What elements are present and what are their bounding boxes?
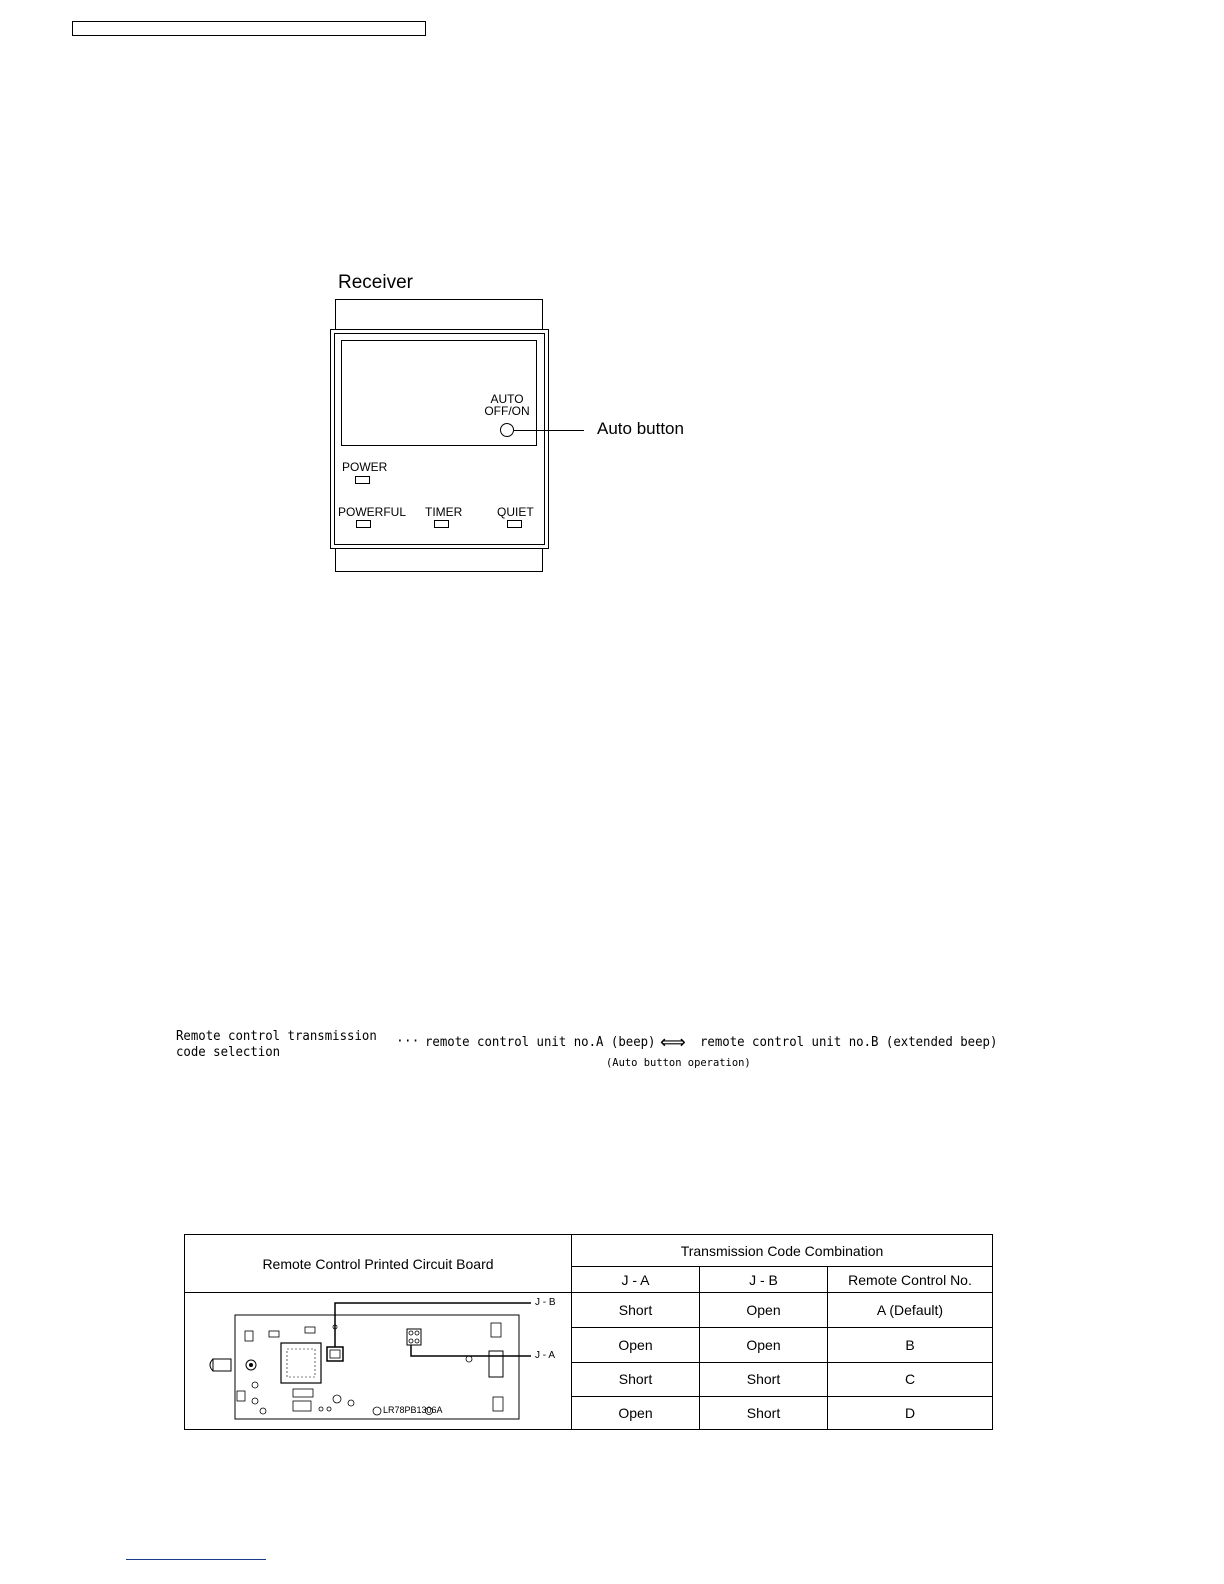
row-b-ja: Open (572, 1328, 700, 1362)
powerful-led (356, 520, 371, 528)
timer-label: TIMER (425, 505, 463, 519)
transmission-note: (Auto button operation) (606, 1056, 751, 1069)
pcb-board-marking: LR78PB1306A (383, 1405, 443, 1415)
transmission-label-line1: Remote control transmission (176, 1029, 377, 1044)
auto-button-label (470, 393, 544, 417)
auto-callout-line (514, 430, 584, 431)
col-header-jb: J - B (700, 1267, 828, 1293)
receiver-bottom-housing (335, 548, 543, 572)
double-arrow-icon: ⟺ (660, 1032, 686, 1052)
transmission-label (176, 1029, 377, 1061)
row-d-remote-no: D (828, 1396, 993, 1429)
row-b-remote-no: B (828, 1328, 993, 1362)
page-header-box (72, 21, 426, 36)
auto-label-line2: OFF/ON (484, 404, 530, 418)
quiet-label: QUIET (497, 505, 534, 519)
power-led (355, 476, 370, 484)
row-c-jb: Short (700, 1362, 828, 1396)
pcb-drawing (185, 1293, 569, 1429)
row-a-ja: Short (572, 1293, 700, 1328)
pcb-label-jb: J - B (535, 1297, 556, 1308)
auto-label-line1: AUTO (490, 392, 524, 406)
power-label: POWER (342, 460, 388, 474)
row-a-jb: Open (700, 1293, 828, 1328)
powerful-label: POWERFUL (338, 505, 407, 519)
col-header-ja: J - A (572, 1267, 700, 1293)
quiet-led (507, 520, 522, 528)
transmission-label-line2: code selection (176, 1045, 281, 1060)
pcb-image-cell (185, 1293, 572, 1430)
row-c-remote-no: C (828, 1362, 993, 1396)
footer-link-line (126, 1559, 266, 1560)
receiver-top-housing (335, 299, 543, 330)
timer-led (434, 520, 449, 528)
receiver-title: Receiver (338, 272, 413, 293)
row-d-ja: Open (572, 1396, 700, 1429)
row-d-jb: Short (700, 1396, 828, 1429)
combo-header: Transmission Code Combination (572, 1235, 993, 1267)
transmission-unit-b: remote control unit no.B (extended beep) (700, 1035, 998, 1050)
pcb-diagram (185, 1293, 569, 1429)
pcb-header: Remote Control Printed Circuit Board (185, 1235, 572, 1293)
row-c-ja: Short (572, 1362, 700, 1396)
auto-button[interactable] (500, 423, 514, 437)
pcb-label-ja: J - A (535, 1350, 556, 1361)
transmission-unit-a: remote control unit no.A (beep) (425, 1035, 656, 1050)
row-a-remote-no: A (Default) (828, 1293, 993, 1328)
col-header-remote-no: Remote Control No. (828, 1267, 993, 1293)
row-b-jb: Open (700, 1328, 828, 1362)
transmission-code-table (184, 1234, 993, 1430)
auto-button-callout: Auto button (597, 419, 684, 438)
transmission-ellipsis: ··· (396, 1034, 420, 1049)
